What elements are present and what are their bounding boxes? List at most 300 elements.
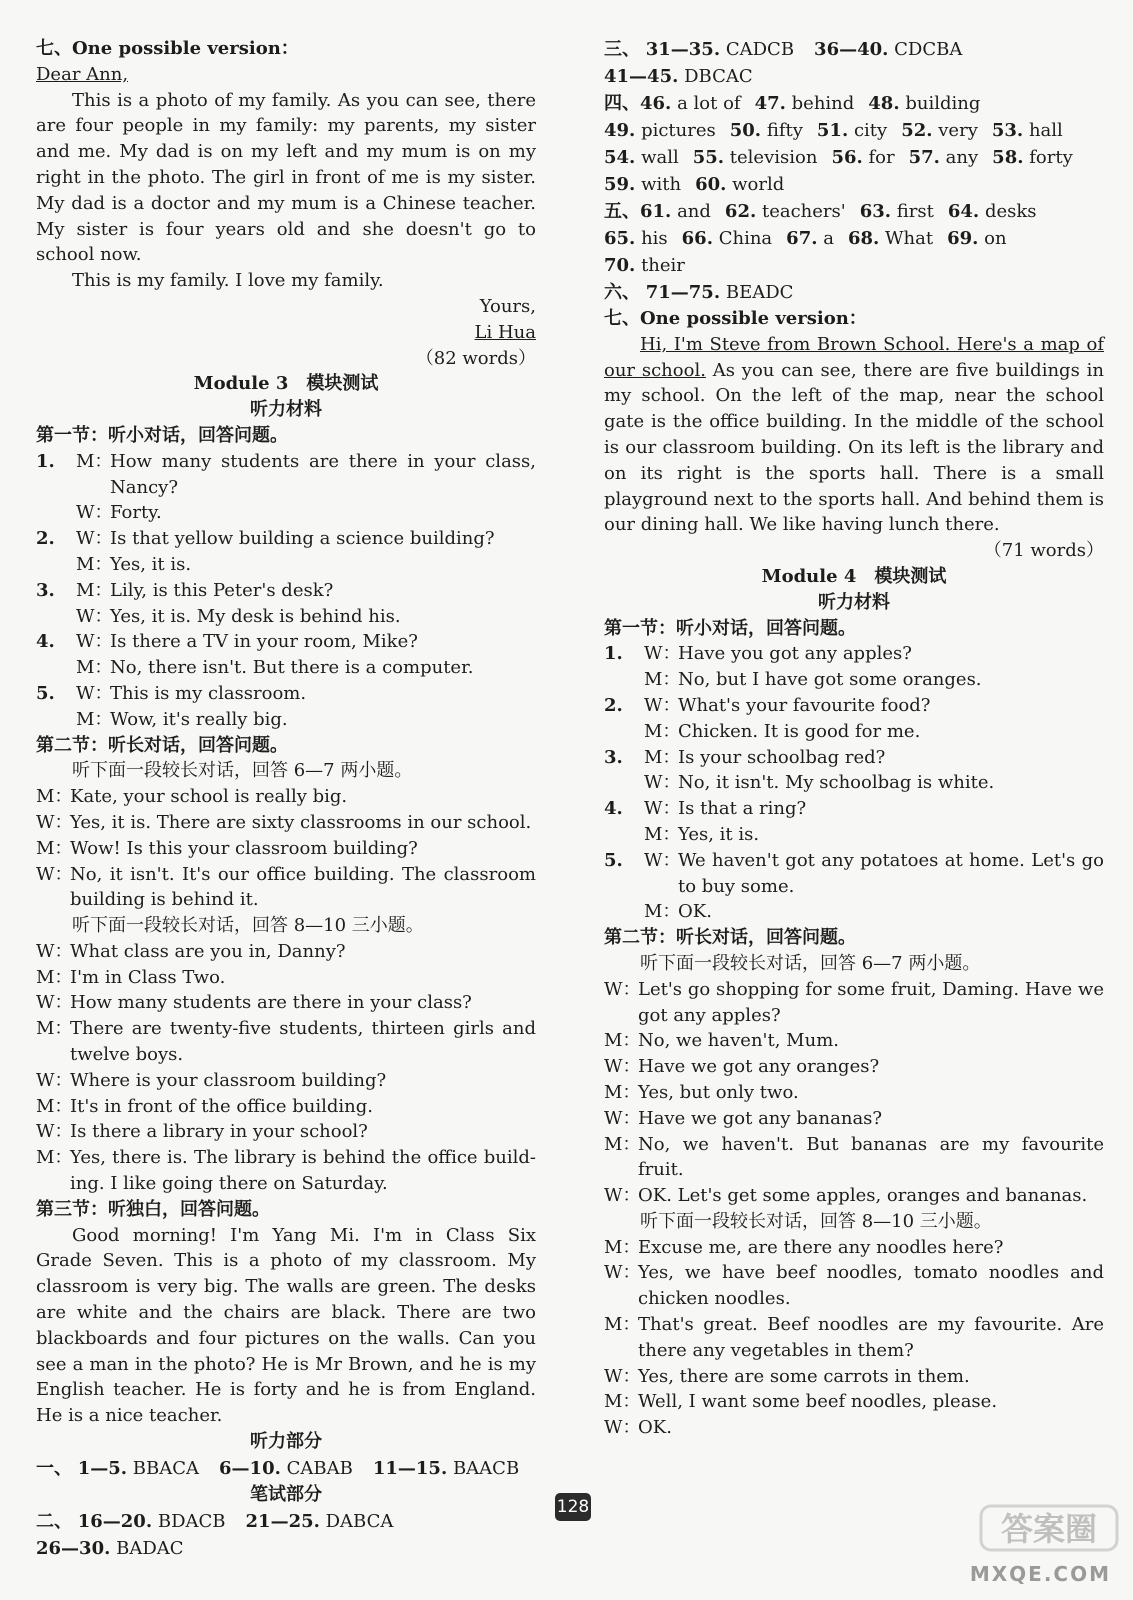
word-count: （71 words） [983,540,1104,562]
fill-answer-row [604,144,1104,171]
dialog-text: Have you got any apples? [678,643,912,665]
answer-word: fifty [766,120,803,141]
word-count: （82 words） [415,347,536,369]
answer-word: for [868,147,895,168]
speaker-label: W： [604,1185,641,1207]
question-number [36,707,76,733]
dialog-text: Wow, it's really big. [110,708,288,730]
dialog-text: No, there isn't. But there is a computer. [110,657,474,679]
dialog-text: Yes, it is. There are sixty classrooms in our school. [70,811,532,833]
speaker-label: M： [76,657,113,679]
short-dialogs [36,449,536,733]
answer-word: building [905,93,981,114]
long-dialog [36,784,536,913]
answer-row [36,1535,536,1562]
dialog-line [604,1132,1104,1184]
dialog-line [36,578,536,604]
dialog-line [604,1054,1104,1080]
long-dialog [36,939,536,1197]
answer-range: 六、 [604,282,640,303]
dialog-text: Wow! Is this your classroom building? [70,837,418,859]
answer-word: behind [791,93,855,114]
dialog-text: OK. [638,1417,672,1439]
section-heading: 第二节：听长对话，回答问题。 [36,734,288,756]
dialog-line [36,526,536,552]
question-number [36,500,76,526]
speaker-label: W： [644,643,681,665]
dialog-text: No, we haven't, Mum. [638,1030,839,1052]
long-dialog [604,1235,1104,1441]
short-dialogs [604,641,1104,925]
signature: Li Hua [474,321,536,343]
answer-number: 53. [991,120,1024,141]
speaker-label: M： [36,786,73,808]
answer-range: 71—75. [645,282,721,303]
dialog-line [604,667,1104,693]
speaker-label: M： [76,450,113,472]
question-number: 5. [36,682,55,704]
answer-word: city [853,120,888,141]
answer-number: 69. [947,228,979,249]
answer-number: 51. [816,120,849,141]
dialog-text: Is your schoolbag red? [678,746,886,768]
speaker-label: W： [644,849,681,871]
question-number [604,770,644,796]
answer-range: 1—5. [77,1457,128,1479]
speaker-label: M： [36,1095,73,1117]
listening-heading: 听力部分 [250,1431,322,1453]
speaker-label: M： [76,708,113,730]
answer-row [604,36,1104,63]
answer-word: his [641,228,668,249]
answer-range: 11—15. [372,1457,448,1479]
dialog-text: No, it isn't. It's our office building. The classroom building is behind it. [70,863,536,911]
speaker-label: W： [36,992,73,1014]
speaker-label: W： [644,798,681,820]
dialog-line [36,707,536,733]
dialog-text: Have we got any oranges? [638,1056,880,1078]
dialog-line [604,1389,1104,1415]
answer-letters: DABCA [325,1510,394,1532]
dialog-text: How many students are there in your class? [70,992,472,1014]
dialog-text: What's your favourite food? [678,694,931,716]
speaker-label: W： [604,1107,641,1129]
dialog-line [36,552,536,578]
answer-row [36,1508,536,1535]
speaker-label: W： [76,528,113,550]
fill-answer [604,90,741,117]
speaker-label: W： [36,863,73,885]
dialog-line [604,1312,1104,1364]
dialog-line [604,1028,1104,1054]
dialog-text: There are twenty-five students, thirteen girls and twelve boys. [70,1018,536,1066]
long-dialog [604,977,1104,1209]
fill-answer [604,225,668,252]
question-number [604,899,644,925]
dialog-intro: 听下面一段较长对话，回答 8—10 三小题。 [72,915,424,937]
dialog-text: Is there a library in your school? [70,1121,368,1143]
dialog-line [36,681,536,707]
dialog-text: How many students are there in your class, Nancy? [110,450,536,498]
question-number: 1. [36,450,55,472]
speaker-label: W： [604,1056,641,1078]
dialog-text: Lily, is this Peter's desk? [110,579,334,601]
answer-word: any [945,147,979,168]
speaker-label: M： [604,1391,641,1413]
essay-underlined: Hi, I'm Steve from Brown School. Here's a map of our school. [604,333,1104,381]
closing: Yours, [479,295,536,317]
fill-answer [948,198,1037,225]
speaker-label: M： [76,579,113,601]
fill-answer-row [604,171,1104,198]
answer-word: on [984,228,1007,249]
answer-range: 26—30. [36,1537,111,1559]
speaker-label: W： [644,694,681,716]
fill-answer [909,144,979,171]
answer-number: 49. [604,120,636,141]
essay-heading: 七、One possible version： [36,38,299,59]
dialog-text: Yes, it is. [110,553,192,575]
question-number: 3. [604,746,623,768]
answer-word: pictures [641,120,716,141]
answer-number: 70. [604,255,636,276]
answer-number: 50. [729,120,762,141]
watermark-logo-text: 答案圈 [1000,1510,1098,1548]
dialog-line [604,641,1104,667]
dialog-line [604,848,1104,900]
speaker-label: W： [76,682,113,704]
dialog-text: No, it isn't. My schoolbag is white. [678,772,995,794]
dialog-intro: 听下面一段较长对话，回答 8—10 三小题。 [640,1210,992,1232]
answer-range: 21—25. [245,1510,320,1532]
dialog-line [604,1106,1104,1132]
dialog-text: Yes, there are some carrots in them. [638,1365,970,1387]
speaker-label: M： [36,966,73,988]
dialog-line [36,784,536,810]
fill-answer [860,198,934,225]
answer-word: wall [641,147,679,168]
answer-number: 63. [859,201,892,222]
speaker-label: M： [604,1081,641,1103]
fill-answer-row [604,225,1104,252]
speaker-label: W： [604,1417,641,1439]
watermark-site: MXQE.COM [969,1562,1111,1586]
dialog-line [604,1235,1104,1261]
dialog-line [36,1094,536,1120]
speaker-label: M： [604,1133,641,1155]
answer-number: 67. [786,228,818,249]
page-number: 128 [555,1493,591,1521]
fill-answer [992,117,1063,144]
speaker-label: M： [644,901,681,923]
dialog-line [36,836,536,862]
answer-word: their [641,255,685,276]
dialog-text: Yes, we have beef noodles, tomato noodles and chicken noodles. [638,1262,1104,1310]
dialog-line [604,899,1104,925]
answer-number: 66. [681,228,713,249]
answer-letters: CABAB [286,1457,353,1479]
essay-paragraph [604,332,1104,538]
fill-answer [868,90,980,117]
fill-answer [604,252,685,279]
dialog-line [36,1119,536,1145]
dialog-line [604,719,1104,745]
dialog-line [36,1145,536,1197]
dialog-text: OK. Let's get some apples, oranges and bananas. [638,1185,1088,1207]
question-number [604,719,644,745]
dialog-line [604,1415,1104,1441]
speaker-label: M： [644,823,681,845]
fill-answer [831,144,894,171]
monologue: Good morning! I'm Yang Mi. I'm in Class Six Grade Seven. This is a photo of my classroom. My classroom is very big. The walls are green. The desks are white and the chairs are black. There are two blackboards and four pictures on the walls. Can you see a man in the photo? He is Mr Brown, and he is my English teacher. He is forty and he is from England. He is a nice teacher. [36,1224,536,1427]
question-number: 3. [36,579,55,601]
answer-letters: BAACB [452,1457,520,1479]
answer-word: hall [1028,120,1063,141]
answer-word: world [732,174,785,195]
essay-heading: 七、One possible version： [604,308,867,329]
speaker-label: W： [76,605,113,627]
dialog-text: What class are you in, Danny? [70,940,346,962]
answer-range: 三、 [604,39,640,60]
dialog-text: That's great. Beef noodles are my favourite. Are there any vegetables in them? [638,1314,1104,1361]
answer-range: 16—20. [77,1510,153,1532]
fill-answer [604,117,716,144]
dialog-text: Yes, it is. My desk is behind his. [110,605,401,627]
answer-number: 68. [847,228,880,249]
dialog-text: No, we haven't. But bananas are my favourite fruit. [638,1133,1104,1181]
answer-word: teachers' [761,201,846,222]
dialog-line [36,1068,536,1094]
dialog-line [36,939,536,965]
speaker-label: W： [604,978,641,1000]
dialog-line [604,977,1104,1029]
question-number [604,822,644,848]
fill-answer [693,144,818,171]
dialog-text: It's in front of the office building. [70,1095,373,1117]
dialog-line [36,629,536,655]
answer-number: 60. [695,174,727,195]
dialog-text: This is my classroom. [110,682,307,704]
essay-paragraph: This is a photo of my family. As you can see, there are four people in my family: my parents, my sister and me. My dad is on my left and my mum is on my right in the photo. The girl in front of me is my sister. My dad is a doctor and my mum is a Chinese teacher. My sister is four years old and she doesn't go to school now. [36,89,536,266]
dialog-line [604,693,1104,719]
speaker-label: M： [644,746,681,768]
answer-word: a [823,228,834,249]
fill-answer [725,198,846,225]
answer-number: 59. [604,174,636,195]
answer-number: 55. [692,147,725,168]
dialog-text: Yes, there is. The library is behind the office build-ing. I like going there on Saturday. [70,1147,536,1195]
dialog-line [604,796,1104,822]
dialog-text: We haven't got any potatoes at home. Let's go to buy some. [678,849,1104,897]
answer-word: China [718,228,773,249]
dialog-line [36,1016,536,1068]
answer-number: 48. [868,93,900,114]
answer-number: 五、61. [604,201,672,222]
dialog-text: Let's go shopping for some fruit, Daming. Have we got any apples? [638,978,1104,1026]
fill-answer [604,198,711,225]
dialog-text: Chicken. It is good for me. [678,720,921,742]
module-subtitle: 听力材料 [818,591,890,613]
fill-answer [848,225,933,252]
speaker-label: M： [644,720,681,742]
question-number: 4. [36,631,55,653]
fill-answer [682,225,773,252]
dialog-line [604,745,1104,771]
answer-word: with [641,174,682,195]
answer-word: What [885,228,934,249]
answer-row [36,1455,536,1482]
fill-answer [730,117,803,144]
fill-answer [901,117,978,144]
dialog-line [604,1080,1104,1106]
fill-answer [604,171,681,198]
speaker-label: W： [36,1121,73,1143]
fill-answer [786,225,834,252]
answer-number: 64. [947,201,980,222]
speaker-label: M： [604,1314,641,1336]
section-heading: 第三节：听独白，回答问题。 [36,1198,270,1220]
answer-row [604,279,1104,306]
module-title: Module 3 模块测试 [193,373,379,395]
answer-letters: BDACB [157,1510,226,1532]
answer-number: 65. [604,228,636,249]
right-column [604,36,1104,1441]
fill-answer-row [604,198,1104,225]
dialog-line [604,1364,1104,1390]
dialog-text: Forty. [110,502,162,524]
question-number [36,552,76,578]
question-number [36,655,76,681]
writing-heading: 笔试部分 [250,1483,322,1505]
answer-word: very [938,120,978,141]
watermark-logo [979,1502,1119,1554]
left-column [36,36,536,1562]
answer-letters: BBACA [132,1457,200,1479]
section-heading: 第二节：听长对话，回答问题。 [604,927,856,949]
speaker-label: W： [36,811,73,833]
dialog-line [604,1260,1104,1312]
answer-row [604,63,1104,90]
dialog-text: Where is your classroom building? [70,1069,387,1091]
dialog-line [36,500,536,526]
speaker-label: W： [604,1262,641,1284]
salutation: Dear Ann, [36,63,129,85]
dialog-text: Excuse me, are there any noodles here? [638,1236,1004,1258]
speaker-label: M： [36,1147,73,1169]
speaker-label: W： [36,1069,73,1091]
fill-answer [755,90,855,117]
dialog-line [36,990,536,1016]
dialog-line [36,655,536,681]
answer-number: 57. [908,147,940,168]
answer-letters: BADAC [116,1537,184,1559]
answer-number: 62. [724,201,757,222]
speaker-label: W： [76,631,113,653]
question-number: 5. [604,849,623,871]
essay-paragraph: This is my family. I love my family. [72,270,384,292]
dialog-text: Kate, your school is really big. [70,786,348,808]
speaker-label: W： [644,772,681,794]
fill-answer-row [604,252,1104,279]
dialog-text: Is there a TV in your room, Mike? [110,631,418,653]
dialog-line [604,770,1104,796]
speaker-label: M： [36,1018,73,1040]
question-number: 2. [36,528,55,550]
module-title: Module 4 模块测试 [761,565,947,587]
speaker-label: M： [604,1236,641,1258]
dialog-text: Well, I want some beef noodles, please. [638,1391,998,1413]
speaker-label: M： [604,1030,641,1052]
answer-word: forty [1029,147,1073,168]
answer-range: 一、 [36,1457,72,1479]
fill-answer-row [604,117,1104,144]
dialog-intro: 听下面一段较长对话，回答 6—7 两小题。 [640,952,981,974]
dialog-text: Yes, but only two. [638,1081,799,1103]
dialog-line [36,449,536,501]
answer-number: 52. [901,120,933,141]
answer-word: desks [984,201,1037,222]
answer-range: 41—45. [604,66,679,87]
dialog-text: Yes, it is. [678,823,760,845]
answer-number: 47. [754,93,786,114]
answer-word: first [896,201,934,222]
question-number: 2. [604,694,623,716]
fill-answer [695,171,784,198]
answer-number: 58. [992,147,1024,168]
answer-number: 54. [604,147,636,168]
answer-range: 6—10. [219,1457,281,1479]
dialog-line [36,862,536,914]
dialog-text: I'm in Class Two. [70,966,226,988]
dialog-text: No, but I have got some oranges. [678,669,982,691]
answer-number: 56. [831,147,863,168]
speaker-label: W： [76,502,113,524]
speaker-label: M： [36,837,73,859]
fill-answer [992,144,1073,171]
question-number: 4. [604,798,623,820]
speaker-label: M： [76,553,113,575]
answer-range: 36—40. [814,39,889,60]
answer-word: and [677,201,711,222]
fill-answer [604,144,679,171]
dialog-text: Have we got any bananas? [638,1107,883,1129]
section-heading: 第一节：听小对话，回答问题。 [36,424,288,446]
speaker-label: W： [604,1365,641,1387]
fill-answer [817,117,887,144]
module-subtitle: 听力材料 [250,399,322,421]
answer-letters: CADCB [725,39,795,60]
fill-answer-row [604,90,1104,117]
essay-body: As you can see, there are five buildings in my school. On the left of the map, near the school gate is the office building. In the middle of the school is our classroom building. On its left is the library and on its right is the sports hall. There is a small playground next to the sports hall. And behind them is our dining hall. We like having lunch there. [604,359,1104,536]
answer-word: a lot of [677,93,741,114]
answer-number: 四、46. [604,93,672,114]
dialog-text: OK. [678,901,712,923]
dialog-line [36,965,536,991]
fill-answer [947,225,1007,252]
dialog-line [604,822,1104,848]
dialog-line [604,1183,1104,1209]
dialog-line [36,604,536,630]
answer-range: 二、 [36,1510,72,1532]
speaker-label: W： [36,940,73,962]
question-number: 1. [604,643,623,665]
dialog-text: Is that a ring? [678,798,807,820]
answer-range: 31—35. [645,39,721,60]
speaker-label: M： [644,669,681,691]
dialog-text: Is that yellow building a science building? [110,528,495,550]
question-number [36,604,76,630]
dialog-intro: 听下面一段较长对话，回答 6—7 两小题。 [72,760,413,782]
